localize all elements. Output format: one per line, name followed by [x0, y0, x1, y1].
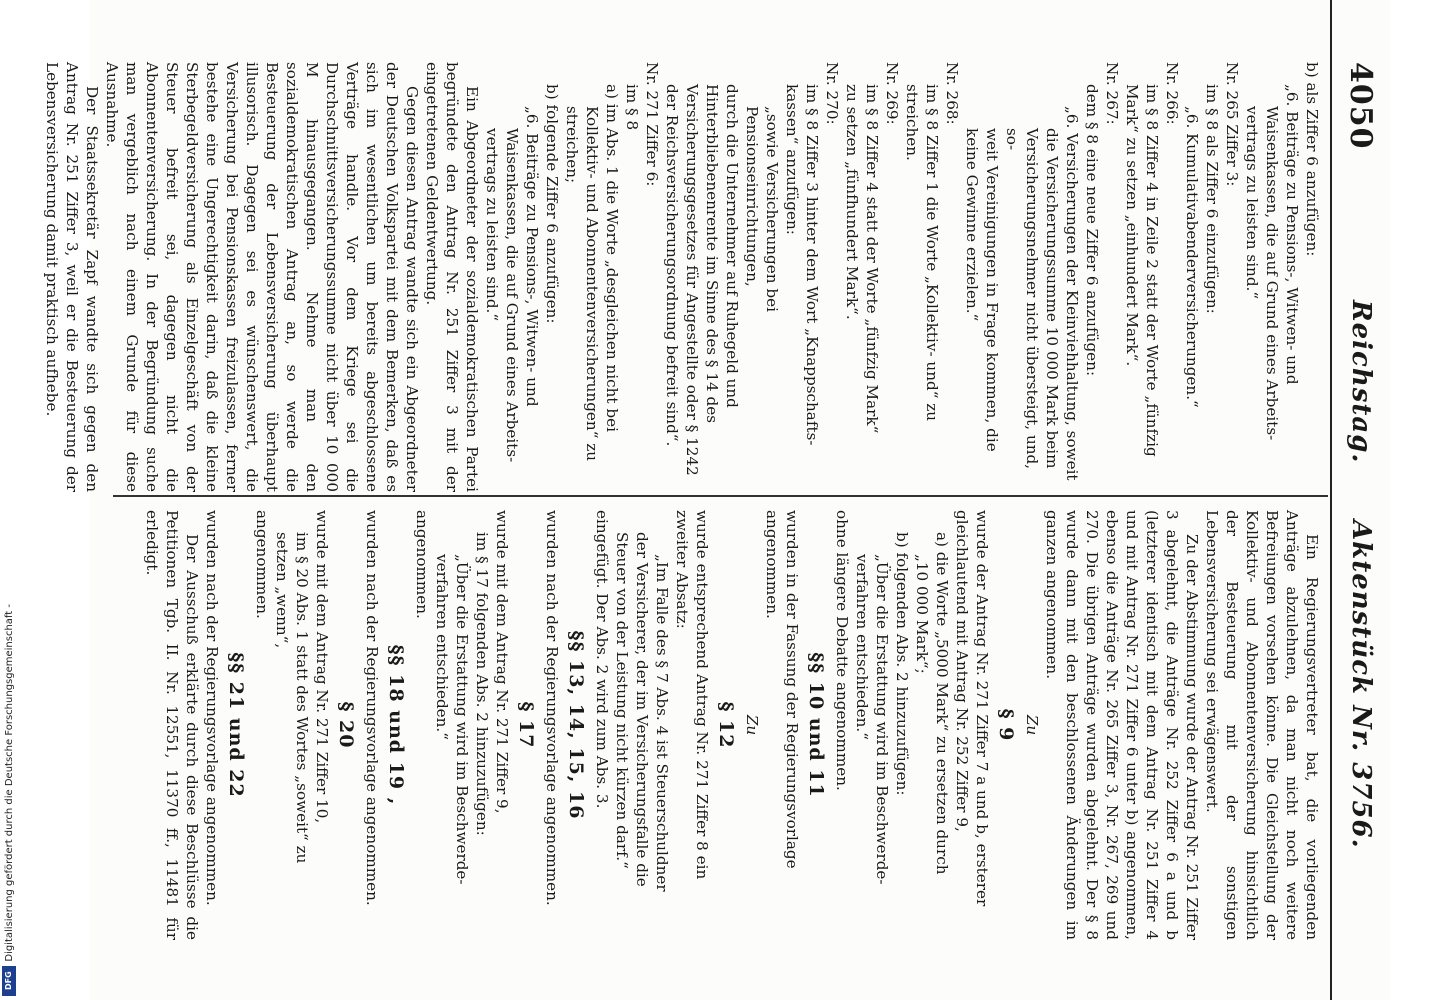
text-line: dem § 8 eine neue Ziffer 6 anzufügen: [1083, 84, 1101, 377]
text-line: Waisenkassen, die auf Grund eines Arbeits- [503, 128, 521, 463]
text-line: weit Vereinigungen in Frage kommen, die [983, 128, 1001, 452]
text-line: Nr. 269: [883, 62, 901, 125]
text-line: „Über die Erstattung wird im Beschwerde- [453, 554, 471, 885]
left-column [42, 62, 1322, 492]
text-line: im § 8 [623, 84, 641, 131]
text-line: streichen; [563, 106, 581, 184]
text-line: Hinterbliebenenrente im Sinne des § 14 des [703, 84, 721, 424]
text-line: vertrags zu leisten sind.“ [1243, 106, 1261, 300]
text-line: eingefügt. Der Abs. 2 wird zum Abs. 3. [593, 510, 611, 809]
text-line: Ein Regierungsvertreter bat, die vorliegenden Anträge abzulehnen, da man nicht noch weitere Befreiungen vorsehen könne. Die Gleichstellung der Kollektiv- und Abonnentenversicherung hinsichtlich der Besteuerung mit der sonstigen Lebensversicherung sei erwägenswert. [1203, 510, 1321, 940]
document-title: Aktenstück Nr. 3756. [1346, 520, 1376, 849]
text-line: durch die Unternehmer auf Ruhegeld und [723, 84, 741, 408]
section-heading: § 20 [335, 701, 357, 749]
section-heading: § 9 [995, 708, 1017, 742]
text-line: kassen“ anzufügen: [783, 84, 801, 235]
text-line: wurde entsprechend Antrag Nr. 271 Ziffer 8 ein zweiter Absatz: [673, 510, 711, 880]
text-line: „Über die Erstattung wird im Beschwerde- [873, 554, 891, 885]
text-line: Nr. 271 Ziffer 6: [643, 62, 661, 187]
text-line: Waisenkassen, die auf Grund eines Arbeits- [1263, 106, 1281, 441]
text-line: Gegen diesen Antrag wandte sich ein Abgeordneter der Deutschen Volkspartei mit dem Bemerken, daß es sich im wesentlichen um bereits abgeschlossene Verträge handle. Vor dem Kriege sei die Durchschnittsversicherungssumme nicht über 10 000 M hinausgegangen. Nehme man den sozialdemokratischen Antrag an, so werde die Besteuerung der Lebensversicherung überhaupt illusorisch. Dagegen sei es wünschenswert, die Versicherung bei Pensionskassen freizulassen, ferner bestehe eine Ungerechtigkeit darin, daß die kleine Sterbegeldversicherung als Einzelgeschäft von der Steuer befreit sei, dagegen nicht die Abonnentenversicherung. In der Begründung suche man vergeblich nach einem Grunde für diese Ausnahme. [103, 62, 421, 492]
text-line: im § 17 folgenden Abs. 2 hinzuzufügen: [473, 532, 491, 836]
text-line: Versicherungsnehmer nicht übersteigt, und, so- [1003, 128, 1041, 470]
section-heading: § 17 [515, 701, 537, 749]
text-line: setzen „wenn“, [273, 532, 291, 649]
text-line: Der Staatssekretär Zapf wandte sich gegen den Antrag Nr. 251 Ziffer 3, weil er die Besteuerung der Lebensversicherung damit praktisch aufhebe. [43, 62, 101, 492]
text-line: „Im Falle des § 7 Abs. 4 ist Steuerschuldner [653, 554, 671, 892]
text-line: Nr. 267: [1103, 62, 1121, 125]
text-line: Zu [1023, 714, 1041, 736]
text-line: verfahren entschieden.“ [433, 554, 451, 741]
text-line: wurde mit dem Antrag Nr. 271 Ziffer 10, [313, 510, 331, 824]
text-line: Zu der Abstimmung wurde der Antrag Nr. 251 Ziffer 3 abgelehnt, die Anträge Nr. 252 Ziffer 6 a und b (letzterer identisch mit dem Antrag Nr. 251 Ziffer 4 und mit Antrag Nr. 271 Ziffer 6 unter b) angenommen, ebenso die Anträge Nr. 265 Ziffer 3, Nr. 267, 269 und 270. Die übrigen Anträge wurden abgelehnt. Der § 8 wurde dann mit den beschlossenen Änderungen im ganzen angenommen. [1043, 510, 1201, 940]
text-line: Mark“ zu setzen „einhundert Mark“. [1123, 84, 1141, 367]
text-line: der Versicherer, der im Versicherungsfalle die [633, 532, 651, 887]
text-line: im § 8 Ziffer 4 statt der Worte „fünfzig Mark“ [863, 84, 881, 434]
text-line: wurde der Antrag Nr. 271 Ziffer 7 a und b, ersterer gleichlautend mit Antrag Nr. 252 Ziffer 9, [953, 510, 991, 907]
text-line: Der Ausschuß erklärte durch diese Beschlüsse die Petitionen Tgb. II. Nr. 12551, 11370 ff., 11481 für erledigt. [143, 510, 201, 940]
text-line: Nr. 268: [943, 62, 961, 125]
right-column [142, 510, 1322, 940]
running-title: Reichstag. [1346, 300, 1376, 464]
section-heading: § 12 [715, 701, 737, 749]
text-line: angenommen. [253, 510, 271, 619]
text-line: „6. Kumulativabenderversicherungen.“ [1183, 106, 1201, 408]
text-line: wurden nach der Regierungsvorlage angenommen. [543, 510, 561, 906]
text-line: Nr. 265 Ziffer 3: [1223, 62, 1241, 187]
text-line: im § 8 als Ziffer 6 einzufügen: [1203, 84, 1221, 314]
text-line: angenommen. [413, 510, 431, 619]
text-line: im § 20 Abs. 1 statt des Wortes „soweit“ zu [293, 532, 311, 864]
text-line: Ein Abgeordneter der sozialdemokratischen Partei begründete den Antrag Nr. 251 Ziffer 3 mit der eingetretenen Geldentwertung. [423, 62, 481, 492]
text-line: wurden nach der Regierungsvorlage angenommen. [203, 510, 221, 906]
text-line: vertrags zu leisten sind.“ [483, 128, 501, 322]
text-line: im § 8 Ziffer 3 hinter dem Wort „Knappschafts- [803, 84, 821, 446]
text-line: Steuer von der Leistung nicht kürzen darf.“ [613, 532, 631, 869]
column-divider [113, 495, 1328, 497]
text-line: „6. Versicherungen der Kleinviehhaltung, soweit [1063, 106, 1081, 481]
dfg-logo: DFG [2, 966, 16, 996]
text-line: streichen. [903, 84, 921, 161]
text-line: Zu [743, 714, 761, 736]
text-line: die Versicherungssumme 10 000 Mark beim [1043, 128, 1061, 469]
page-header [1330, 0, 1390, 1000]
text-line: b) folgenden Abs. 2 hinzuzufügen: [893, 532, 911, 796]
text-line: „10 000 Mark“; [913, 554, 931, 674]
text-line: zu setzen „fünfhundert Mark“. [843, 84, 861, 320]
text-line: keine Gewinne erzielen.“ [963, 128, 981, 322]
section-heading: §§ 10 und 11 [805, 652, 827, 798]
digitization-note: Digitalisierung gefördert durch die Deutsche Forschungsgemeinschaft - [4, 604, 15, 962]
text-line: „sowie Versicherungen bei Pensionseinrichtungen, [743, 106, 781, 312]
text-line: Nr. 266: [1163, 62, 1181, 125]
text-line: wurden nach der Regierungsvorlage angenommen. [363, 510, 381, 906]
text-line: a) die Worte „5000 Mark“ zu ersetzen durch [933, 532, 951, 875]
text-line: wurde mit dem Antrag Nr. 271 Ziffer 9, [493, 510, 511, 814]
text-line: a) im Abs. 1 die Worte „desgleichen nicht bei [603, 84, 621, 432]
text-line: wurden in der Fassung der Regierungsvorlage angenommen. [763, 510, 801, 869]
document-page [43, 0, 1390, 1000]
section-heading: §§ 13, 14, 15, 16 [565, 630, 587, 820]
text-line: „6. Beiträge zu Pensions-, Witwen- und [1283, 84, 1301, 385]
text-line: Versicherungsgesetzes für Angestellte oder § 1242 [683, 84, 701, 476]
text-line: verfahren entschieden.“ [853, 554, 871, 741]
section-heading: §§ 21 und 22 [225, 652, 247, 798]
text-line: „6. Beiträge zu Pensions-, Witwen- und [523, 106, 541, 407]
text-line: der Reichsversicherungsordnung befreit sind“. [663, 84, 681, 447]
text-line: Nr. 270: [823, 62, 841, 125]
section-heading: §§ 18 und 19 , [385, 644, 407, 806]
text-line: b) folgende Ziffer 6 anzufügen: [543, 84, 561, 324]
text-line: Kollektiv- und Abonnentenversicherungen“ zu [583, 106, 601, 462]
text-line: im § 8 Ziffer 4 in Zeile 2 statt der Worte „fünfzig [1143, 84, 1161, 457]
page-number: 4050 [1343, 62, 1378, 150]
text-line: ohne längere Debatte angenommen. [833, 510, 851, 791]
text-line: im § 8 Ziffer 1 die Worte „Kollektiv- und“ zu [923, 84, 941, 422]
text-line: b) als Ziffer 6 anzufügen: [1303, 62, 1321, 257]
